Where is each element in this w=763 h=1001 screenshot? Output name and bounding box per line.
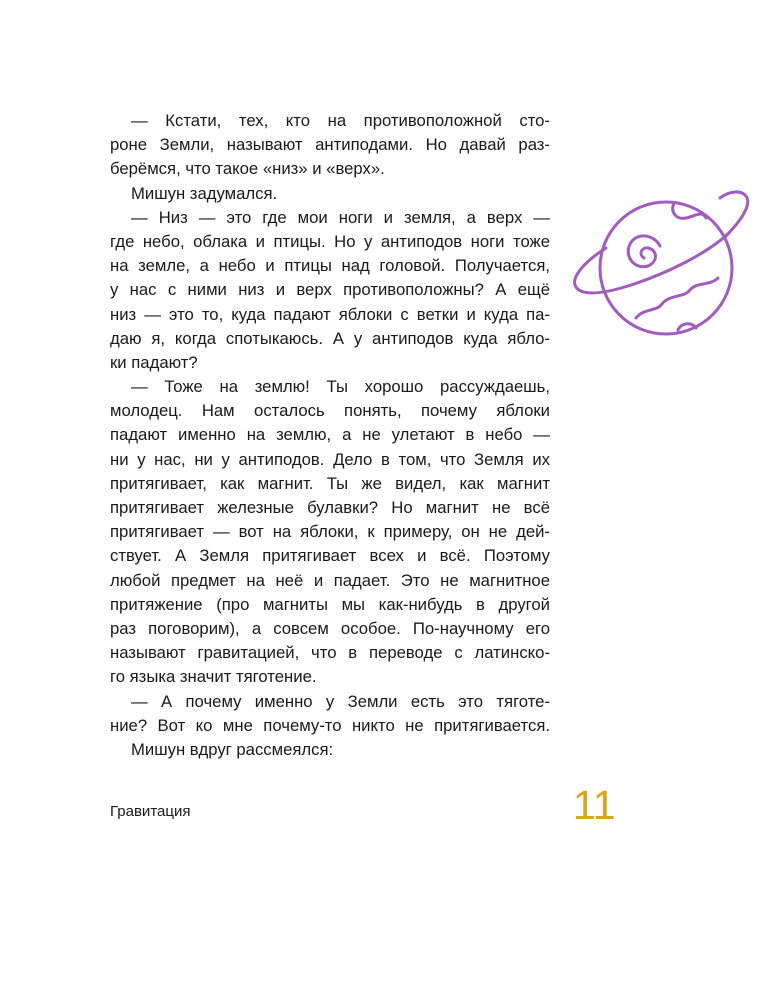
page-number: 11: [573, 782, 616, 828]
text-line: Мишун задумался.: [131, 183, 278, 203]
text-line: ки падают?: [110, 352, 198, 372]
text-line: — Кстати, тех, кто на противоположной сто-: [131, 111, 550, 130]
body-text: [110, 109, 550, 762]
text-line: — Тоже на землю! Ты хорошо рассуждаешь,: [131, 377, 550, 397]
text-line: у нас с ними низ и верх противоположны? А ещё: [110, 280, 550, 300]
text-line: Мишун вдруг рассмеялся:: [131, 739, 334, 759]
text-line: притяжение (про магниты мы как-нибудь в другой: [110, 594, 550, 614]
text-line: роне Земли, называют антиподами. Но давай раз-: [110, 135, 550, 155]
text-line: — Низ — это где мои ноги и земля, а верх —: [131, 207, 550, 227]
text-line: где небо, облака и птицы. Но у антиподов ноги тоже: [110, 231, 550, 251]
text-line: притягивает железные булавки? Но магнит не всё: [110, 498, 550, 517]
text-line: го языка значит тяготение.: [110, 667, 317, 687]
text-line: низ — это то, куда падают яблоки с ветки и куда па-: [110, 304, 550, 324]
text-line: молодец. Нам осталось понять, почему яблоки: [110, 401, 550, 421]
text-line: ствует. А Земля притягивает всех и всё. Поэтому: [110, 546, 550, 566]
text-line: ни у нас, ни у антиподов. Дело в том, что Земля их: [110, 449, 550, 469]
text-line: любой предмет на неё и падает. Это не магнитное: [110, 570, 550, 590]
text-line: раз поговорим), а совсем особое. По-научному его: [110, 618, 550, 638]
text-line: притягивает, как магнит. Ты же видел, как магнит: [110, 473, 550, 493]
text-line: падают именно на землю, а не улетают в небо —: [110, 425, 550, 445]
text-line: — А почему именно у Земли есть это тяготе-: [131, 691, 550, 711]
section-title: Гравитация: [110, 803, 191, 820]
text-line: берёмся, что такое «низ» и «верх».: [110, 159, 385, 179]
text-line: называют гравитацией, что в переводе с латинско-: [110, 643, 550, 663]
text-line: даю я, когда спотыкаюсь. А у антиподов куда ябло-: [110, 328, 550, 348]
text-line: ние? Вот ко мне почему-то никто не притягивается.: [110, 715, 550, 735]
planet-with-ring-icon: [566, 190, 756, 350]
text-line: на земле, а небо и птицы над головой. Получается,: [110, 256, 550, 276]
text-line: притягивает — вот на яблоки, к примеру, он не дей-: [110, 522, 550, 542]
